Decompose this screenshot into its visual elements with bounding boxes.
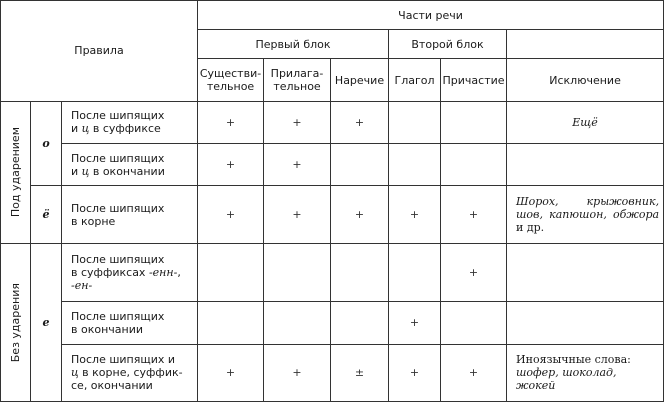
table-row	[1, 144, 664, 186]
rule-line: в корне	[71, 214, 116, 228]
noun-mark	[198, 243, 264, 301]
exception-cell	[507, 243, 664, 301]
rule-line: После шипящих	[71, 201, 165, 215]
adjective-mark: +	[264, 144, 331, 186]
participle-mark: +	[441, 344, 507, 402]
participle-header: Причастие	[441, 59, 507, 101]
stressed-group-text: Под ударением	[9, 127, 22, 218]
rules-header: Правила	[1, 1, 198, 102]
adjective-mark: +	[264, 344, 331, 402]
rule-text: и	[71, 122, 82, 136]
verb-mark: +	[389, 186, 441, 243]
letter-yo: ё	[31, 186, 62, 243]
rule-line: После шипящих	[71, 252, 165, 266]
rule-cell	[62, 186, 198, 243]
noun-mark: +	[198, 144, 264, 186]
noun-mark: +	[198, 344, 264, 402]
letter-o: о	[31, 101, 62, 186]
rule-line	[71, 165, 193, 178]
participle-mark	[441, 144, 507, 186]
rule-line: После шипящих	[71, 109, 165, 123]
noun-mark: +	[198, 101, 264, 143]
verb-mark: +	[389, 344, 441, 402]
rule-cell	[62, 243, 198, 301]
noun-mark	[198, 302, 264, 344]
rule-line	[71, 279, 193, 292]
adjective-mark	[264, 302, 331, 344]
exception-cell	[507, 186, 664, 243]
table-row	[1, 302, 664, 344]
table-row	[1, 243, 664, 301]
adverb-mark	[331, 302, 389, 344]
verb-mark	[389, 243, 441, 301]
rule-line	[71, 266, 193, 279]
adjective-header-line2: тельное	[273, 80, 321, 94]
exception-header: Исключение	[507, 59, 664, 101]
rule-text: ,	[177, 265, 181, 279]
noun-header-line2: тельное	[206, 80, 255, 94]
verb-header: Глагол	[389, 59, 441, 101]
verb-mark	[389, 101, 441, 143]
rule-line: се, окончании	[71, 379, 153, 393]
participle-mark	[441, 101, 507, 143]
adverb-mark: ±	[331, 344, 389, 402]
rule-cell	[62, 101, 198, 143]
participle-mark	[441, 302, 507, 344]
stressed-group-label	[1, 101, 31, 243]
rule-text: в корне, суффик-	[78, 366, 183, 380]
rule-line	[71, 366, 193, 379]
rule-text: в суффиксах	[71, 265, 149, 279]
rule-cell	[62, 144, 198, 186]
adjective-header	[264, 59, 331, 101]
rule-cell	[62, 344, 198, 402]
adjective-mark	[264, 243, 331, 301]
noun-header-line1: Существи-	[199, 67, 262, 81]
rule-line: После шипящих и	[71, 353, 176, 367]
rule-line	[71, 122, 193, 135]
rule-letter: ц	[81, 164, 90, 178]
adjective-mark: +	[264, 101, 331, 143]
first-block-header: Первый блок	[198, 30, 389, 59]
verb-mark	[389, 144, 441, 186]
adverb-mark: +	[331, 186, 389, 243]
unstressed-group-label	[1, 243, 31, 401]
adverb-mark	[331, 243, 389, 301]
parts-of-speech-header: Части речи	[198, 1, 664, 30]
exception-tail: и др.	[516, 221, 545, 235]
table-row	[1, 186, 664, 243]
empty-header-cell	[507, 30, 664, 59]
exception-words: Шорох, крыжовник, шов, капюшон, обжора	[516, 195, 660, 222]
verb-mark: +	[389, 302, 441, 344]
adverb-header: Наречие	[331, 59, 389, 101]
exception-cell	[507, 302, 664, 344]
noun-mark: +	[198, 186, 264, 243]
rule-suffix: -ен-	[71, 278, 93, 292]
rule-line: После шипящих	[71, 151, 165, 165]
rule-text: в суффиксе	[89, 122, 161, 136]
rule-letter: ц	[81, 122, 90, 136]
exception-cell	[507, 144, 664, 186]
rule-line: в окончании	[71, 322, 144, 336]
exception-cell: Ещё	[507, 101, 664, 143]
participle-mark: +	[441, 186, 507, 243]
unstressed-group-text: Без ударения	[9, 282, 22, 362]
rule-suffix: -енн-	[148, 265, 178, 279]
table-row	[1, 344, 664, 402]
adjective-header-line1: Прилага-	[270, 67, 324, 81]
rule-text: в окончании	[89, 164, 165, 178]
exception-plain: Иноязычные слова:	[516, 353, 631, 367]
second-block-header: Второй блок	[389, 30, 507, 59]
letter-e: е	[31, 243, 62, 401]
table-row	[1, 101, 664, 143]
participle-mark: +	[441, 243, 507, 301]
rule-letter: ц	[71, 366, 79, 380]
adjective-mark: +	[264, 186, 331, 243]
adverb-mark	[331, 144, 389, 186]
rule-line: После шипящих	[71, 309, 165, 323]
rule-text: и	[71, 164, 82, 178]
noun-header	[198, 59, 264, 101]
exception-words: шофер, шоколад, жокей	[516, 366, 617, 393]
adverb-mark: +	[331, 101, 389, 143]
rule-cell	[62, 302, 198, 344]
exception-cell	[507, 344, 664, 402]
